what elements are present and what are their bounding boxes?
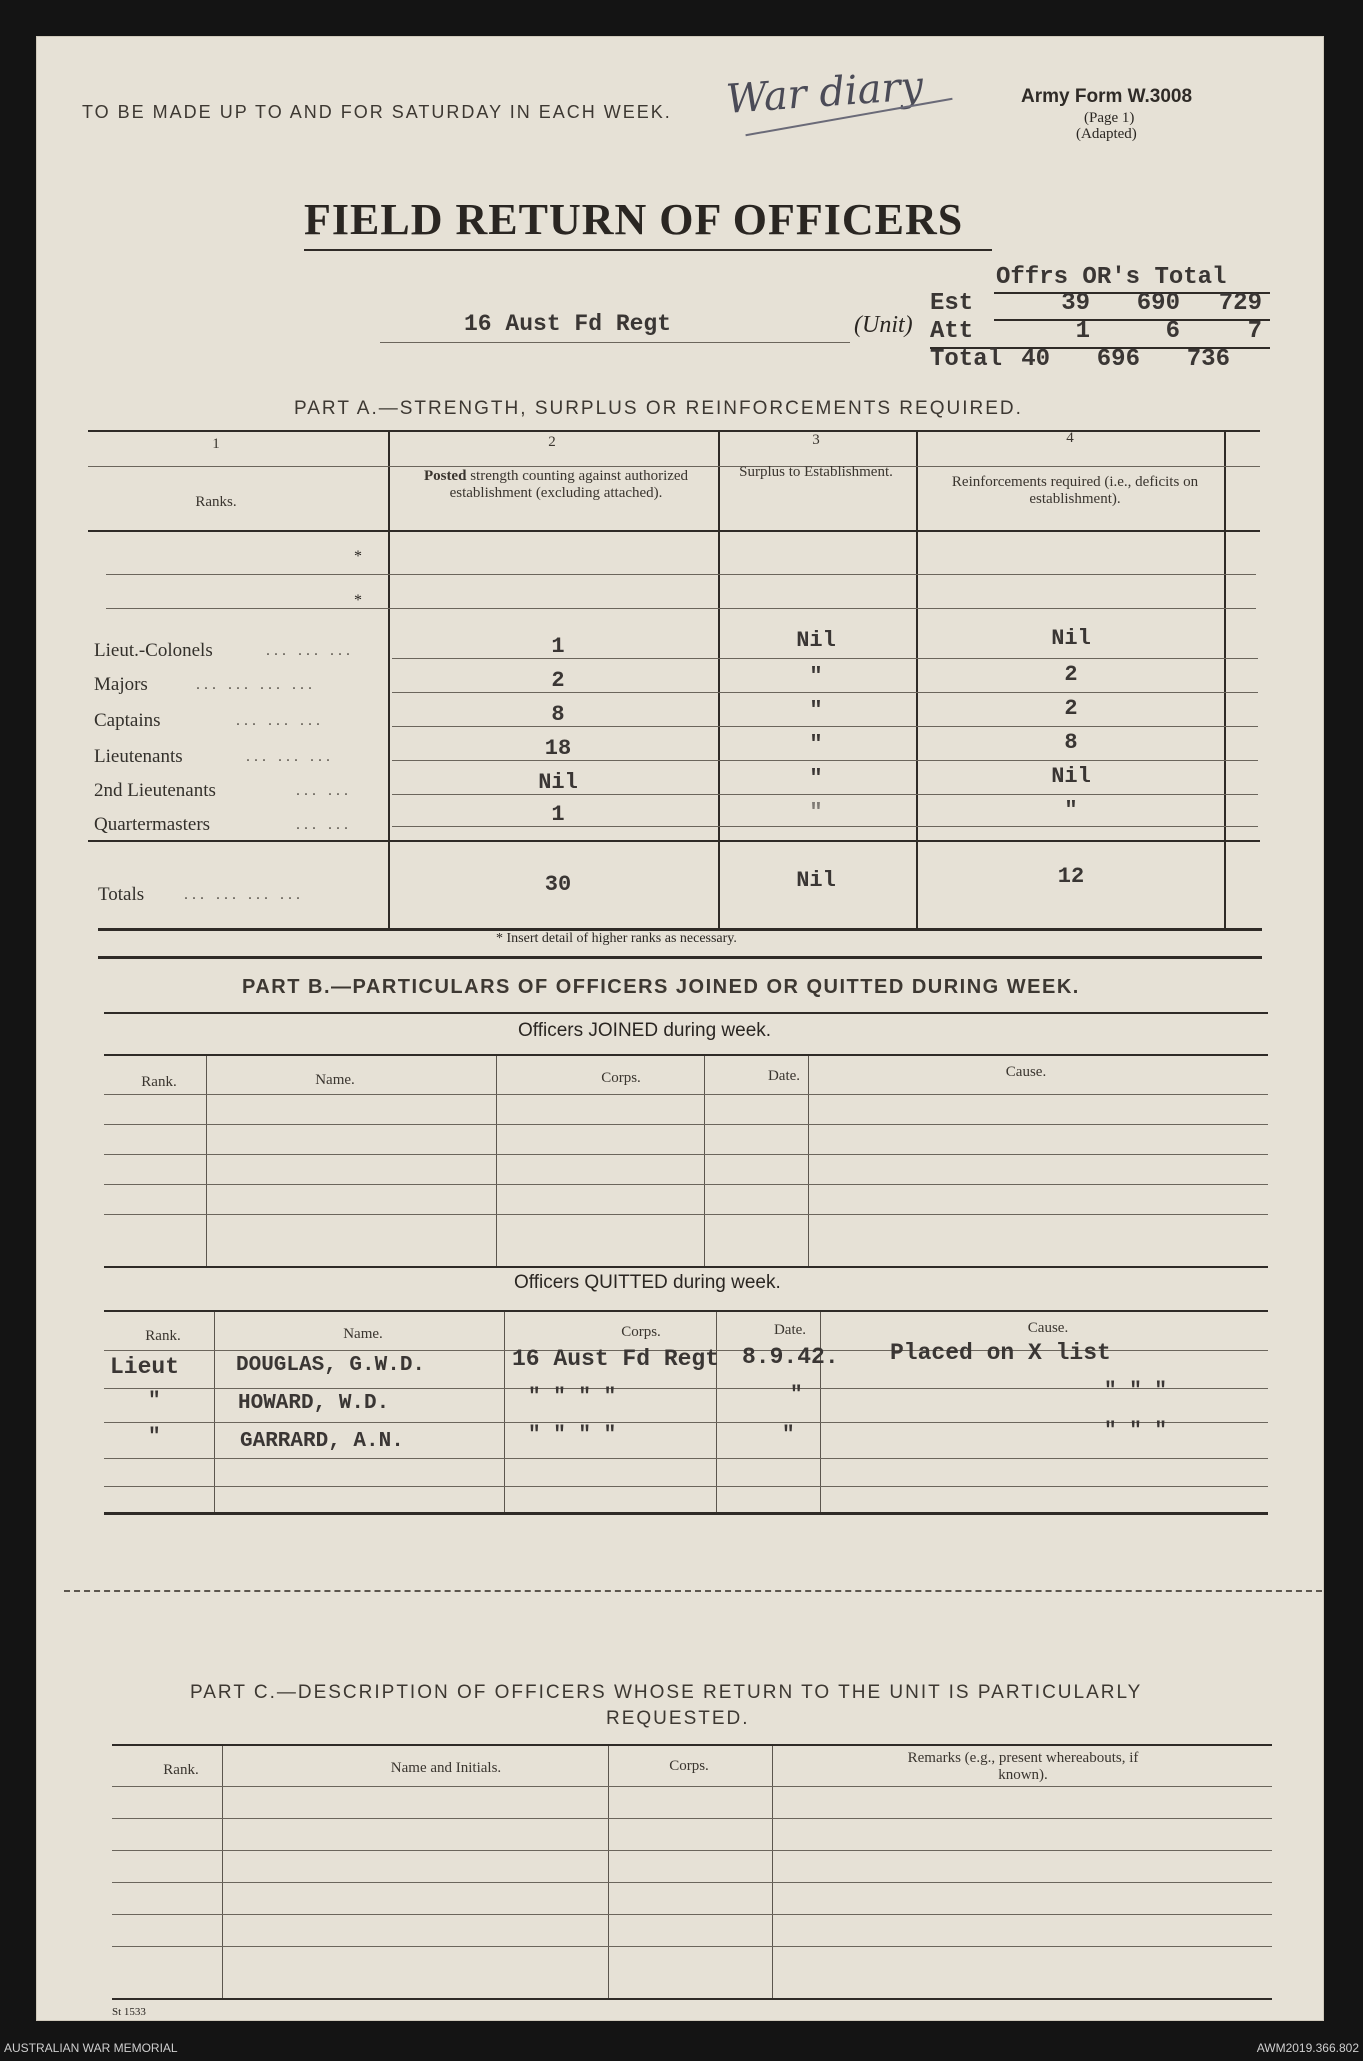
part-c-row-line (112, 1946, 1272, 1947)
part-c-row-line (112, 1850, 1272, 1851)
rank-dots: ... ... ... (236, 712, 324, 729)
stamp-col-ors: OR's (1082, 264, 1141, 291)
posted-lieutenants: 18 (544, 736, 572, 761)
rank-dots: ... ... (296, 782, 352, 799)
page-title: FIELD RETURN OF OFFICERS (304, 195, 964, 244)
totals-top-rule (88, 840, 1260, 842)
part-c-header-rule (112, 1786, 1272, 1787)
quitted-rank: Lieut (110, 1354, 180, 1380)
joined-header-rule (104, 1094, 1268, 1095)
part-a-divider-2 (718, 430, 720, 930)
col-header-surplus: Surplus to Establishment. (739, 464, 893, 480)
perforation-line (64, 1590, 1322, 1592)
part-c-row-line (112, 1818, 1272, 1819)
joined-top-rule (104, 1054, 1268, 1056)
col-header-reinforcements: Reinforcements required (i.e., deficits on establishment). (951, 474, 1199, 507)
quitted-col-date: Date. (773, 1322, 807, 1338)
title-underline (304, 249, 992, 251)
part-a-divider-1 (388, 430, 390, 930)
quitted-corps: " " " " (528, 1424, 617, 1447)
surplus-lieut-colonels: Nil (796, 628, 836, 653)
handwritten-note: War diary (724, 63, 925, 123)
stamp-row-est: Est 39 690 729 (930, 290, 1262, 317)
part-c-top-rule (112, 1744, 1272, 1746)
joined-divider (704, 1056, 705, 1266)
part-c-col-remarks: Remarks (e.g., present whereabouts, if known). (907, 1750, 1139, 1783)
col-number-4: 4 (1066, 430, 1074, 446)
print-code: St 1533 (112, 2006, 146, 2018)
posted-bold-word: Posted (423, 468, 467, 484)
surplus-2nd-lieutenants: " (809, 766, 823, 791)
part-a-divider-3 (916, 430, 918, 930)
quitted-title: Officers QUITTED during week. (514, 1272, 781, 1293)
footer-institution: AUSTRALIAN WAR MEMORIAL (4, 2041, 178, 2055)
part-a-heading: PART A.—STRENGTH, SURPLUS OR REINFORCEMENTS REQUIRED. (294, 398, 1023, 419)
part-c-heading-line-2: REQUESTED. (606, 1708, 750, 1729)
quitted-date: " (790, 1384, 803, 1407)
part-c-bottom-rule (112, 1998, 1272, 2000)
col-number-1: 1 (212, 436, 220, 452)
joined-row-line (104, 1184, 1268, 1185)
joined-row-line (104, 1124, 1268, 1125)
strength-stamp-header (996, 264, 1256, 291)
row-line (392, 794, 1258, 795)
reinf-captains: 2 (1064, 696, 1078, 721)
row-line (392, 658, 1258, 659)
unit-value: 16 Aust Fd Regt (464, 311, 672, 337)
totals-dots: ... ... ... ... (184, 886, 304, 903)
quitted-col-rank: Rank. (145, 1328, 181, 1344)
joined-divider (496, 1056, 497, 1266)
quitted-row-line (104, 1458, 1268, 1459)
rank-majors: Majors (94, 674, 148, 695)
rank-quartermasters: Quartermasters (94, 814, 211, 835)
joined-row-line (104, 1154, 1268, 1155)
quitted-top-rule (104, 1310, 1268, 1312)
higher-rank-star-1: * (354, 548, 362, 565)
part-c-col-corps: Corps. (669, 1758, 709, 1774)
joined-col-name: Name. (315, 1072, 355, 1088)
form-page: (Page 1) (1084, 110, 1135, 126)
quitted-cause: " " " (1104, 1420, 1168, 1443)
reinf-2nd-lieutenants: Nil (1051, 764, 1091, 789)
reinf-majors: 2 (1064, 662, 1078, 687)
row-line (392, 826, 1258, 827)
quitted-name: GARRARD, A.N. (240, 1430, 404, 1453)
rank-captains: Captains (94, 710, 161, 731)
part-b-heading-rule (104, 1012, 1268, 1014)
quitted-row-line (104, 1486, 1268, 1487)
posted-lieut-colonels: 1 (551, 634, 565, 659)
quitted-rank: " (148, 1426, 161, 1449)
row-line (392, 726, 1258, 727)
row-line (392, 760, 1258, 761)
quitted-bottom-rule (104, 1512, 1268, 1515)
col-header-ranks: Ranks. (195, 494, 237, 510)
part-c-row-line (112, 1882, 1272, 1883)
quitted-name: HOWARD, W.D. (238, 1392, 390, 1415)
part-c-divider (222, 1746, 223, 2000)
quitted-rank: " (148, 1390, 161, 1413)
part-c-divider (772, 1746, 773, 2000)
rank-dots: ... ... (296, 816, 352, 833)
quitted-row-line (104, 1422, 1268, 1423)
part-c-col-rank: Rank. (163, 1762, 199, 1778)
form-adapted: (Adapted) (1076, 126, 1137, 142)
quitted-cause: Placed on X list (890, 1340, 1111, 1366)
quitted-date: 8.9.42. (742, 1344, 839, 1370)
stamp-col-offrs: Offrs (996, 264, 1069, 291)
posted-2nd-lieutenants: Nil (538, 770, 578, 795)
rank-2nd-lieutenants: 2nd Lieutenants (94, 780, 216, 801)
rank-dots: ... ... ... (246, 748, 334, 765)
quitted-cause: " " " (1104, 1380, 1168, 1403)
part-b-heading: PART B.—PARTICULARS OF OFFICERS JOINED OR QUITTED DURING WEEK. (242, 976, 1080, 998)
part-a-header-rule (88, 530, 1260, 532)
posted-quartermasters: 1 (551, 802, 565, 827)
reinf-lieutenants: 8 (1064, 730, 1078, 755)
stamp-row-att: Att 1 6 7 (930, 318, 1262, 345)
part-a-footnote: * Insert detail of higher ranks as necessary. (496, 931, 737, 946)
row-line-star-2 (106, 608, 1256, 609)
quitted-col-cause: Cause. (1027, 1320, 1069, 1336)
rank-dots: ... ... ... (266, 642, 354, 659)
reinf-lieut-colonels: Nil (1051, 626, 1091, 651)
totals-label: Totals (98, 884, 145, 905)
row-line-star-1 (106, 574, 1256, 575)
quitted-corps: " " " " (528, 1386, 617, 1409)
footer-accession-number: AWM2019.366.802 (1256, 2041, 1359, 2055)
quitted-row (106, 1340, 1276, 1388)
part-a-right-edge (1224, 430, 1226, 930)
col-number-3: 3 (812, 432, 820, 448)
totals-surplus: Nil (796, 868, 836, 893)
surplus-quartermasters: " (809, 800, 823, 825)
totals-reinf: 12 (1057, 864, 1085, 889)
row-line (392, 692, 1258, 693)
rank-dots: ... ... ... ... (196, 676, 316, 693)
quitted-date: " (782, 1424, 795, 1447)
joined-title: Officers JOINED during week. (518, 1020, 772, 1041)
form-number: Army Form W.3008 (1021, 86, 1193, 107)
stamp-col-total: Total (1154, 264, 1227, 291)
col-number-2: 2 (548, 434, 556, 450)
rank-lieutenants: Lieutenants (94, 746, 183, 767)
surplus-lieutenants: " (809, 732, 823, 757)
posted-majors: 2 (551, 668, 565, 693)
quitted-row (106, 1380, 1276, 1424)
quitted-row (106, 1420, 1276, 1460)
surplus-captains: " (809, 698, 823, 723)
quitted-name: DOUGLAS, G.W.D. (236, 1354, 426, 1377)
stamp-row-total: Total 40 696 736 (930, 346, 1230, 373)
part-c-row-line (112, 1914, 1272, 1915)
higher-rank-star-2: * (354, 592, 362, 609)
part-a-footnote-rule (98, 956, 1262, 959)
quitted-row-line (104, 1388, 1268, 1389)
surplus-majors: " (809, 664, 823, 689)
rank-lieut-colonels: Lieut.-Colonels (94, 640, 213, 661)
posted-captains: 8 (551, 702, 565, 727)
joined-col-cause: Cause. (1005, 1064, 1047, 1080)
form-paper (36, 36, 1324, 2021)
col-number-rule (88, 466, 1260, 467)
joined-divider (206, 1056, 207, 1266)
part-c-heading-line-1: PART C.—DESCRIPTION OF OFFICERS WHOSE RETURN TO THE UNIT IS PARTICULARLY (190, 1682, 1143, 1703)
quitted-corps: 16 Aust Fd Regt (512, 1346, 720, 1372)
joined-divider (808, 1056, 809, 1266)
reinf-quartermasters: " (1064, 798, 1078, 823)
joined-row-line (104, 1214, 1268, 1215)
joined-col-rank: Rank. (141, 1074, 177, 1090)
joined-col-date: Date. (767, 1068, 801, 1084)
quitted-col-name: Name. (343, 1326, 383, 1342)
unit-label: (Unit) (854, 312, 913, 338)
unit-underline (380, 342, 850, 343)
part-c-col-name: Name and Initials. (390, 1760, 502, 1776)
instruction-text: TO BE MADE UP TO AND FOR SATURDAY IN EACH WEEK. (82, 102, 672, 122)
quitted-col-corps: Corps. (621, 1324, 661, 1340)
part-c-divider (608, 1746, 609, 2000)
joined-bottom-rule (104, 1266, 1268, 1268)
joined-col-corps: Corps. (601, 1070, 641, 1086)
col-header-posted: Posted strength counting against authorized establishment (excluding attached). (423, 468, 689, 501)
totals-posted: 30 (544, 872, 572, 897)
